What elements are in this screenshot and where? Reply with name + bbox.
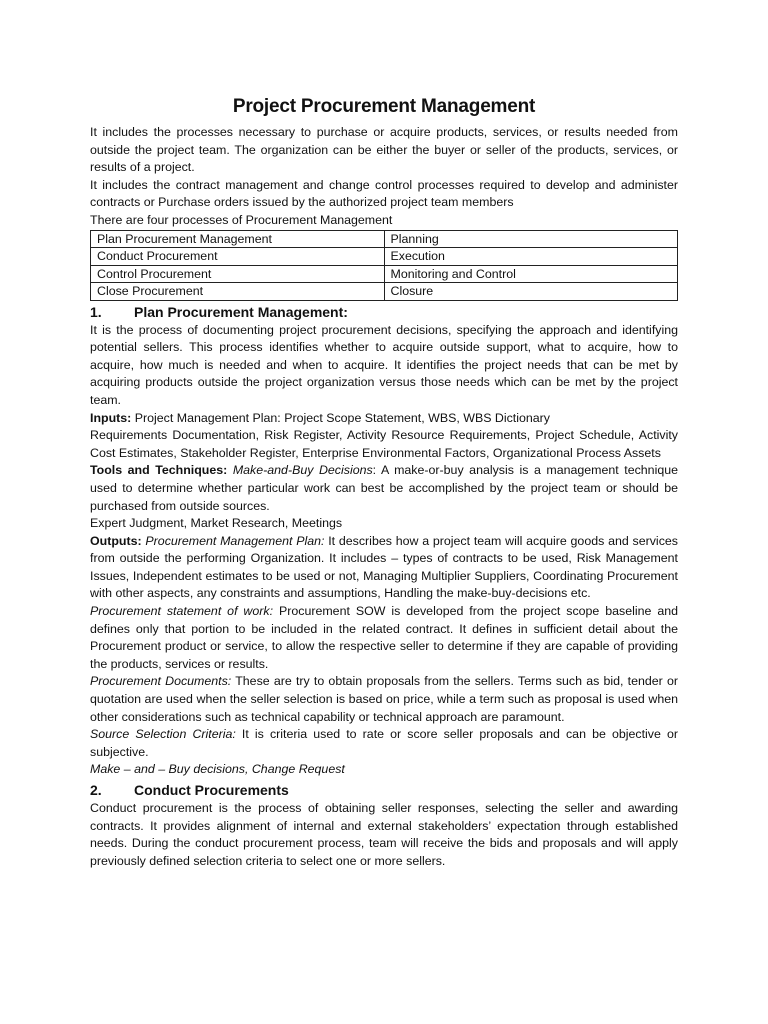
tools-text: : A make-or-buy analysis is a management technique used to determine whether particular work can best be accomplished by the project team or should be purchased from outside sources. xyxy=(90,463,678,513)
table-cell-process: Conduct Procurement xyxy=(91,248,385,266)
inputs-paragraph xyxy=(90,410,678,428)
make-buy-line xyxy=(90,761,678,779)
sow-italic: Procurement statement of work: xyxy=(90,604,274,619)
table-row xyxy=(91,265,678,283)
criteria-italic: Source Selection Criteria: xyxy=(90,727,236,742)
docs-italic: Procurement Documents: xyxy=(90,674,232,689)
page-title: Project Procurement Management xyxy=(232,96,536,117)
section-1-heading xyxy=(90,304,678,320)
section-2-title: Conduct Procurements xyxy=(134,782,289,798)
section-1-description: It is the process of documenting project procurement decisions, specifying the approach and identifying potential sellers. This process identifies whether to acquire outside support, what to acquire, how to acquire, how much is needed and when to acquire. It identifies the project needs that can be met by acquiring products outside the project organization versus those needs which can be met by the project team. xyxy=(90,322,678,407)
table-cell-group: Closure xyxy=(384,283,678,301)
intro-paragraph-3: There are four processes of Procurement Management xyxy=(90,212,393,227)
table-cell-process: Close Procurement xyxy=(91,283,385,301)
tools-italic: Make-and-Buy Decisions xyxy=(232,463,373,478)
table-cell-group: Monitoring and Control xyxy=(384,265,678,283)
table-cell-process: Control Procurement xyxy=(91,265,385,283)
criteria-paragraph xyxy=(90,726,678,761)
sow-paragraph xyxy=(90,603,678,673)
section-2-heading xyxy=(90,782,678,798)
outputs-label: Outputs: xyxy=(90,533,142,548)
inputs-label: Inputs: xyxy=(90,410,132,425)
section-1-number: 1. xyxy=(90,303,102,320)
inputs-more: Requirements Documentation, Risk Register, Activity Resource Requirements, Project Schedule, Activity Cost Estimates, Stakeholder Register, Enterprise Environmental Factors, Organizational Process Assets xyxy=(90,428,678,460)
outputs-text: It describes how a project team will acquire goods and services from outside the performing Organization. It includes – types of contracts to be used, Risk Management Issues, Independent estimates to be used or not, Managing Multiplier Suppliers, Coordinating Procurement with other aspects, any constraints and assumptions, Handling the make-buy-decisions etc. xyxy=(90,533,678,601)
table-cell-group: Planning xyxy=(384,230,678,248)
section-1-title: Plan Procurement Management: xyxy=(134,303,348,320)
tools-label: Tools and Techniques: xyxy=(90,463,228,478)
tools-paragraph xyxy=(90,462,678,515)
table-row xyxy=(91,283,678,301)
process-table xyxy=(90,230,678,301)
criteria-text: It is criteria used to rate or score seller proposals and can be objective or subjective. xyxy=(90,727,678,759)
outputs-italic: Procurement Management Plan: xyxy=(145,533,325,548)
sow-text: Procurement SOW is developed from the project scope baseline and defines only that portion to be included in the related contract. It defines in sufficient detail about the Procurement product or service, to allow the respective seller to determine if they are capable of providing the products, services or results. xyxy=(90,604,678,671)
table-cell-group: Execution xyxy=(384,248,678,266)
outputs-paragraph xyxy=(90,533,678,603)
section-2-description: Conduct procurement is the process of obtaining seller responses, selecting the seller and awarding contracts. It provides alignment of internal and external stakeholders’ expectation through established needs. During the conduct procurement process, team will receive the bids and proposals and will apply previously defined selection criteria to select one or more sellers. xyxy=(90,801,678,868)
table-row xyxy=(91,248,678,266)
table-cell-process: Plan Procurement Management xyxy=(91,230,385,248)
docs-paragraph xyxy=(90,673,678,726)
docs-text: These are try to obtain proposals from the sellers. Terms such as bid, tender or quotation are used when the seller selection is based on price, while a term such as proposal is used when other considerations such as technical capability or technical approach are paramount. xyxy=(90,674,679,724)
inputs-text: Project Management Plan: Project Scope Statement, WBS, WBS Dictionary xyxy=(131,410,551,425)
tools-more: Expert Judgment, Market Research, Meetings xyxy=(90,516,343,531)
make-buy-italic: Make – and – Buy decisions, Change Request xyxy=(90,762,345,777)
intro-paragraph-2: It includes the contract management and change control processes required to develop and administer contracts or Purchase orders issued by the authorized project team members xyxy=(90,177,678,210)
intro-paragraph-1: It includes the processes necessary to purchase or acquire products, services, or results needed from outside the project team. The organization can be either the buyer or seller of the products, services, or results of a project. xyxy=(90,125,678,175)
section-2-number: 2. xyxy=(90,782,102,798)
table-row xyxy=(91,230,678,248)
